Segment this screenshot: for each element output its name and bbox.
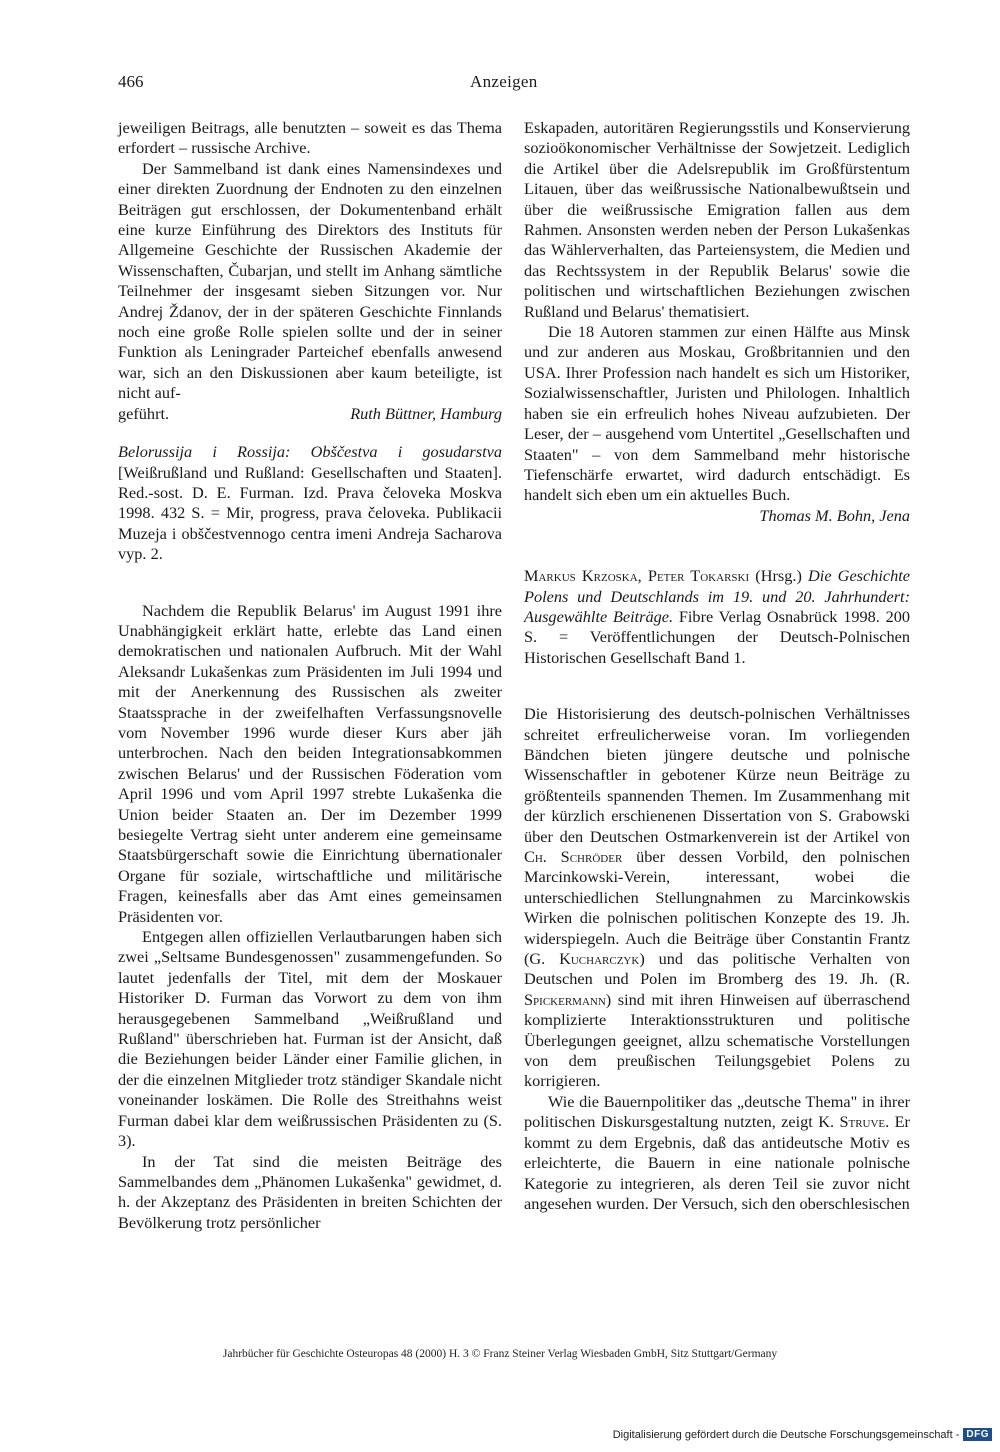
dfg-logo-icon: DFG <box>963 1428 992 1441</box>
dfg-credit <box>613 1428 992 1441</box>
review-authors: Markus Krzoska, Peter Tokarski <box>524 566 750 586</box>
paragraph: Die 18 Autoren stammen zur einen Hälfte aus Minsk und zur anderen aus Moskau, Großbritannien und den USA. Ihrer Profession nach handelt es sich um Historiker, Sozialwissenschaftler, Juristen und Philologen. Inhaltlich haben sie ein erfreulich hohes Niveau aufzubieten. Der Leser, der – ausgehend vom Untertitel „Gesellschaften und Staaten" – von dem Sammelband mehr historische Tiefenschärfe erwartet, wird dadurch entschädigt. Es handelt sich eben um ein aktuelles Buch. <box>524 322 910 505</box>
author-name: Kucharczyk <box>559 949 640 969</box>
right-column <box>524 118 910 1214</box>
signature-line <box>118 404 502 424</box>
reviewer-signature: Ruth Büttner, Hamburg <box>350 403 502 423</box>
paragraph: Der Sammelband ist dank eines Namensindexes und einer direkten Zuordnung der Endnoten zu den einzelnen Beiträgen gut erschlossen, der Dokumentenband erhält eine kurze Einführung des Direktors des Instituts für Allgemeine Geschichte der Russischen Akademie der Wissenschaften, Čubarjan, und stellt im Anhang sämtliche Teilnehmer der insgesamt sieben Sitzungen vor. Nur Andrej Ždanov, der in der späteren Geschichte Finnlands noch eine große Rolle spielen sollte und der in seiner Funktion als Leningrader Parteichef ebenfalls anwesend war, sich an den Diskussionen aber kaum beteiligte, ist nicht auf- <box>118 158 502 403</box>
paragraph-end: geführt. <box>118 403 170 423</box>
left-column <box>118 118 502 1233</box>
author-name: Spickermann <box>524 989 606 1009</box>
review-title: Belorussija i Rossija: Obščestva i gosudarstva <box>118 442 502 462</box>
page-number: 466 <box>118 72 144 91</box>
review-heading <box>118 442 502 564</box>
paragraph: jeweiligen Beitrags, alle benutzten – soweit es das Thema erfordert – russische Archive. <box>118 118 502 158</box>
review-heading <box>524 566 910 668</box>
paragraph: Wie die Bauernpolitiker das „deutsche Thema" in ihrer politischen Diskursgestaltung nutzten, zeigt K. Struve. Er kommt zu dem Ergebnis, daß das antideutsche Motiv es erleichterte, die Bauern in eine nationale polnische Kategorie zu integrieren, als deren Teil sie zuvor nicht angesehen wurden. Der Versuch, sich den oberschlesischen <box>524 1091 910 1213</box>
journal-footer: Jahrbücher für Geschichte Osteuropas 48 (2000) H. 3 © Franz Steiner Verlag Wiesbaden GmbH, Sitz Stuttgart/Germany <box>222 1348 778 1360</box>
review-title: Die Geschichte Polens und Deutschlands im 19. und 20. Jahrhundert: Ausgewählte Beiträge. <box>524 566 911 626</box>
dfg-credit-text: Digitalisierung gefördert durch die Deutsche Forschungsgemeinschaft - <box>612 1428 960 1441</box>
review-editor-note: (Hrsg.) <box>755 566 802 586</box>
author-name: Ch. Schröder <box>524 847 623 866</box>
paragraph: Nachdem die Republik Belarus' im August 1991 ihre Unabhängigkeit erklärt hatte, erlebte das Land einen demokratischen und nationalen Aufbruch. Mit der Wahl Aleksandr Lukašenkas zum Präsidenten im Juli 1994 und mit der Anerkennung des Russischen als zweiter Staatssprache in der zweifelhaften Verfassungsnovelle vom November 1996 wurde dieser Kurs aber jäh unterbrochen. Nach den beiden Integrationsabkommen zwischen Belarus' und der Russischen Föderation vom April 1996 und vom April 1997 strebte Lukašenka die Union beider Staaten an. Der im Dezember 1999 besiegelte Vertrag sieht unter anderem eine gemeinsame Staatsbürgerschaft sowie die Einrichtung übernationaler Organe für soziale, wirtschaftliche und militärische Fragen, keinesfalls aber das Amt eines gemeinsamen Präsidenten vor. <box>118 600 502 926</box>
paragraph: In der Tat sind die meisten Beiträge des Sammelbandes dem „Phänomen Lukašenka" gewidmet, d. h. der Akzeptanz des Präsidenten in breiten Schichten der Bevölkerung trotz persönlicher <box>118 1151 502 1232</box>
author-name: Struve <box>839 1112 886 1132</box>
paragraph: Entgegen allen offiziellen Verlautbarungen haben sich zwei „Seltsame Bundesgenossen" zusammengefunden. So lautet jedenfalls der Titel, mit dem der Moskauer Historiker D. Furman das Vorwort zu dem von ihm herausgegebenen Sammelband „Weißrußland und Rußland" überschrieben hat. Furman ist der Ansicht, daß die Beziehungen beider Länder einer Familie glichen, in der die einzelnen Mitglieder trotz ständiger Skandale nicht voneinander loskämen. Die Rolle des Streithahns weist Furman dabei klar dem weißrussischen Präsidenten zu (S. 3). <box>118 927 502 1151</box>
running-head: Anzeigen <box>470 72 538 91</box>
paragraph: Die Historisierung des deutsch-polnischen Verhältnisses schreitet erfreulicherweise voran. Im vorliegenden Bändchen bieten jüngere deutsche und polnische Wissenschaftler in gebotener Kürze neun Beiträge zu größtenteils spannenden Themen. Im Zusammenhang mit der kürzlich erschienenen Dissertation von S. Grabowski über den Deutschen Ostmarkenverein ist der Artikel von Ch. Schröder über dessen Vorbild, den polnischen Marcinkowski-Verein, interessant, wobei die unterschiedlichen Stellungnahmen zu Marcinkowskis Wirken die polnischen politischen Konzepte des 19. Jh. widerspiegeln. Auch die Beiträge über Constantin Frantz (G. Kucharczyk) und das politische Verhalten von Deutschen und Polen im Bromberg des 19. Jh. (R. Spickermann) sind mit ihren Hinweisen auf überraschend komplizierte Interaktionsstrukturen und politische Überlegungen geeignet, allzu schematische Vorstellungen von dem preußischen Teilungsgebiet Polens zu korrigieren. <box>524 704 910 1091</box>
paragraph: Eskapaden, autoritären Regierungsstils und Konservierung sozioökonomischer Verhältnisse der Sowjetzeit. Lediglich die Artikel über die Adelsrepublik im Großfürstentum Litauen, über das weißrussische Nationalbewußtsein und über die weißrussische Emigration fallen aus dem Rahmen. Ansonsten werden neben der Person Lukašenkas das Wählerverhalten, das Parteiensystem, die Medien und das Rechtssystem in der Republik Belarus' sowie die politischen und wirtschaftlichen Beziehungen zwischen Rußland und Belarus' thematisiert. <box>524 118 910 321</box>
reviewer-signature: Thomas M. Bohn, Jena <box>759 505 910 525</box>
review-bibliography: [Weißrußland und Rußland: Gesellschaften und Staaten]. Red.-sost. D. E. Furman. Izd. Prava čeloveka Moskva 1998. 432 S. = Mir, progress, prava čeloveka. Publikacii Muzeja i obščestvennogo centra imeni Andreja Sacharova vyp. 2. <box>118 462 502 564</box>
review-bibliography: Fibre Verlag Osnabrück 1998. 200 S. = Veröffentlichungen der Deutsch-Polnischen Historischen Gesellschaft Band 1. <box>524 606 910 667</box>
